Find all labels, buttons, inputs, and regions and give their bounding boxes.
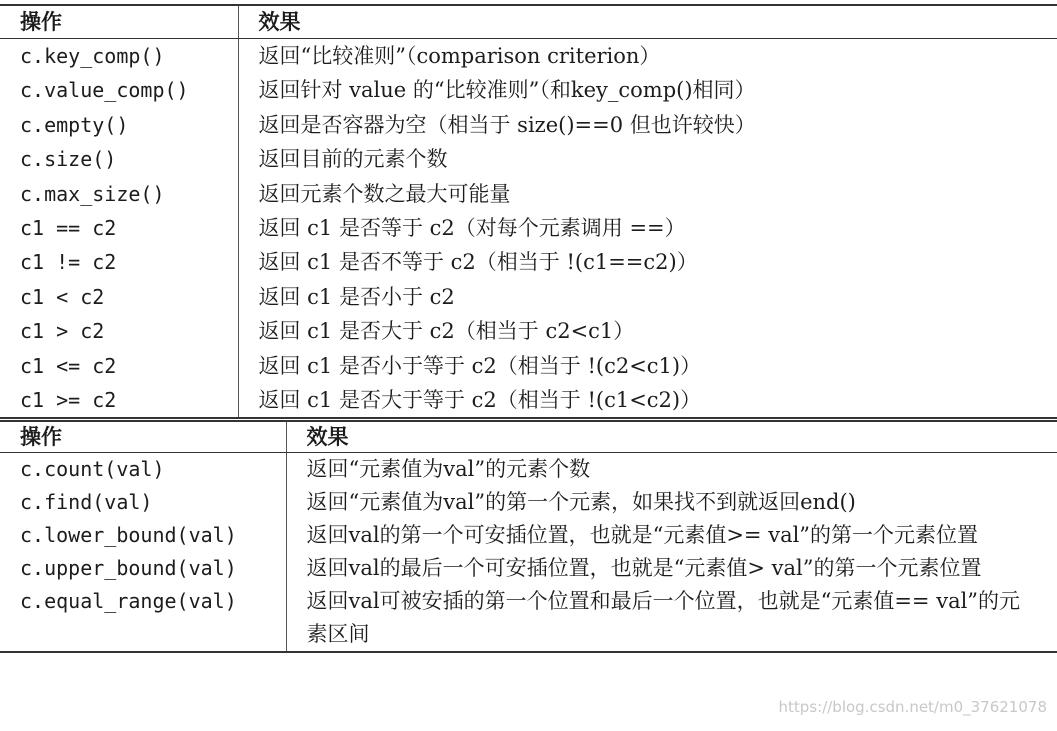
column-header-effect: 效果 <box>286 421 1057 453</box>
effect-cell: 返回针对 value 的“比较准则”（和key_comp()相同） <box>258 78 756 103</box>
table-row <box>0 453 1057 487</box>
operation-cell: c1 == c2 <box>0 211 238 245</box>
effect-cell: 返回 c1 是否大于等于 c2（相当于 !(c1<c2)） <box>258 387 702 412</box>
effect-cell: 返回 c1 是否小于等于 c2（相当于 !(c2<c1)） <box>258 353 702 378</box>
operation-cell: c.count(val) <box>0 453 286 487</box>
effect-cell: 返回val可被安插的第一个位置和最后一个位置，也就是“元素值== val”的元素区间 <box>306 589 1021 646</box>
operation-cell: c.empty() <box>0 108 238 142</box>
table-row <box>0 280 1057 314</box>
operation-cell: c1 >= c2 <box>0 383 238 418</box>
effect-cell: 返回 c1 是否不等于 c2（相当于 !(c1==c2)） <box>258 250 698 275</box>
effect-cell: 返回 c1 是否大于 c2（相当于 c2<c1） <box>258 319 635 344</box>
effect-cell: 返回 c1 是否小于 c2 <box>258 284 455 309</box>
operation-cell: c.value_comp() <box>0 73 238 107</box>
column-header-operation: 操作 <box>0 5 238 39</box>
operation-cell: c.find(val) <box>0 486 286 519</box>
operation-cell: c1 > c2 <box>0 314 238 348</box>
operation-cell: c.key_comp() <box>0 39 238 74</box>
table-row <box>0 73 1057 107</box>
table-row <box>0 142 1057 176</box>
effect-cell: 返回是否容器为空（相当于 size()==0 但也许较快） <box>258 112 756 137</box>
effect-cell: 返回“元素值为val”的第一个元素，如果找不到就返回end() <box>306 490 856 514</box>
table-row <box>0 108 1057 142</box>
table-header-row <box>0 5 1057 39</box>
effect-cell: 返回元素个数之最大可能量 <box>258 181 511 206</box>
table-row <box>0 486 1057 519</box>
table-row <box>0 383 1057 418</box>
table-row <box>0 519 1057 552</box>
comparison-operations-table <box>0 4 1057 419</box>
operation-cell: c.equal_range(val) <box>0 585 286 652</box>
effect-cell: 返回 c1 是否等于 c2（对每个元素调用 ==） <box>258 215 686 240</box>
column-header-effect: 效果 <box>238 5 1057 39</box>
operation-cell: c1 < c2 <box>0 280 238 314</box>
table-row <box>0 585 1057 652</box>
table-header-row <box>0 421 1057 453</box>
effect-cell: 返回目前的元素个数 <box>258 147 448 172</box>
operation-cell: c.lower_bound(val) <box>0 519 286 552</box>
table-row <box>0 552 1057 585</box>
table-row <box>0 177 1057 211</box>
table-row <box>0 314 1057 348</box>
operation-cell: c.size() <box>0 142 238 176</box>
operation-cell: c.upper_bound(val) <box>0 552 286 585</box>
operation-cell: c1 != c2 <box>0 245 238 279</box>
operation-cell: c1 <= c2 <box>0 349 238 383</box>
watermark: https://blog.csdn.net/m0_37621078 <box>778 698 1047 716</box>
table-row <box>0 39 1057 74</box>
effect-cell: 返回“比较准则”（comparison criterion） <box>258 44 661 68</box>
search-operations-table <box>0 420 1057 653</box>
table-row <box>0 211 1057 245</box>
operation-cell: c.max_size() <box>0 177 238 211</box>
table-row <box>0 349 1057 383</box>
column-header-operation: 操作 <box>0 421 286 453</box>
effect-cell: 返回“元素值为val”的元素个数 <box>306 457 591 481</box>
table-row <box>0 245 1057 279</box>
effect-cell: 返回val的最后一个可安插位置，也就是“元素值> val”的第一个元素位置 <box>306 556 982 580</box>
effect-cell: 返回val的第一个可安插位置，也就是“元素值>= val”的第一个元素位置 <box>306 523 979 547</box>
